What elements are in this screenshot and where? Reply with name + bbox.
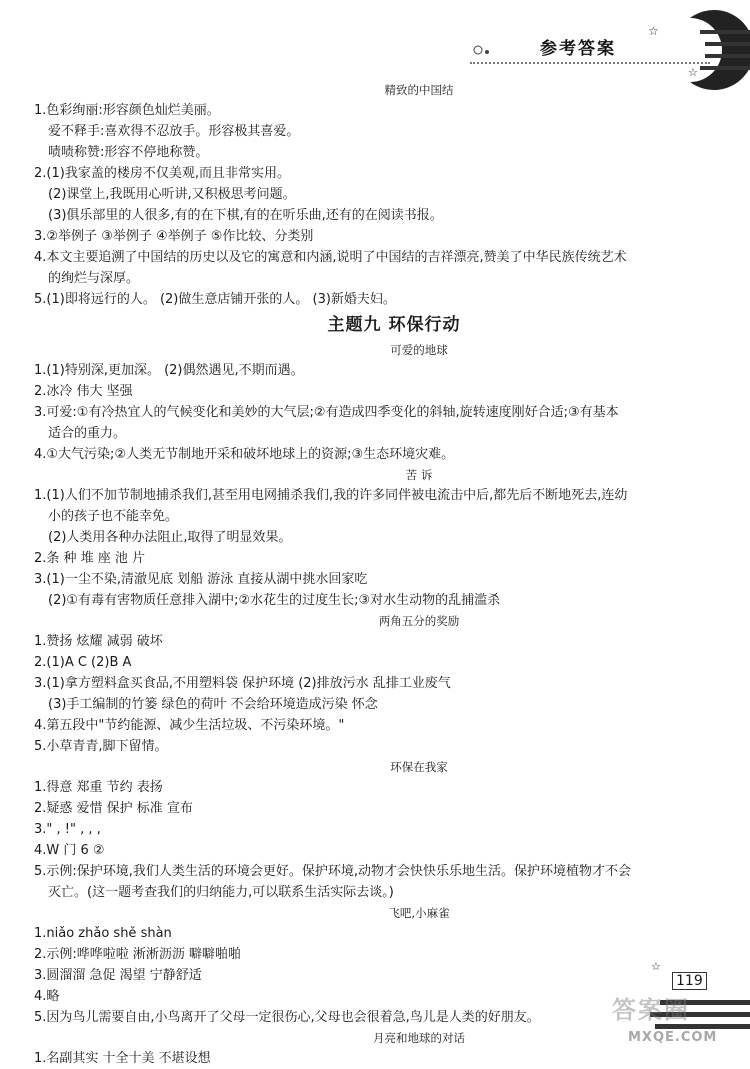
answer-line: 啧啧称赞:形容不停地称赞。 bbox=[48, 145, 209, 160]
answer-line: 4.略 bbox=[34, 989, 60, 1004]
chapter-title: 主题九 环保行动 bbox=[327, 315, 461, 335]
header-dot-icon bbox=[485, 50, 489, 54]
answer-line: 4.W 门 6 ② bbox=[34, 843, 105, 858]
section-title: 飞吧,小麻雀 bbox=[388, 906, 450, 920]
watermark-logo: 答案圈 bbox=[612, 996, 690, 1024]
page-header bbox=[0, 0, 750, 90]
answer-line: (3)手工编制的竹篓 绿色的荷叶 不会给环境造成污染 怀念 bbox=[48, 697, 378, 712]
star-icon: ☆ bbox=[648, 24, 659, 38]
answer-line: (2)课堂上,我既用心听讲,又积极思考问题。 bbox=[48, 187, 296, 202]
answer-line: 1.赞扬 炫耀 减弱 破坏 bbox=[34, 634, 163, 649]
page-number: 119 bbox=[672, 972, 707, 990]
answer-line: 4.本文主要追溯了中国结的历史以及它的寓意和内涵,说明了中国结的吉祥漂亮,赞美了中华民族传统艺术 bbox=[34, 250, 627, 265]
star-icon: ☆ bbox=[651, 960, 661, 973]
answer-line: 4.第五段中"节约能源、减少生活垃圾、不污染环境。" bbox=[34, 718, 345, 733]
answer-line: 3.(1)拿方塑料盒买食品,不用塑料袋 保护环境 (2)排放污水 乱排工业废气 bbox=[34, 676, 451, 691]
header-decoration bbox=[0, 0, 750, 90]
header-dot-icon bbox=[474, 46, 482, 54]
answer-line: 2.示例:哗哗啦啦 淅淅沥沥 噼噼啪啪 bbox=[34, 947, 242, 962]
answer-line: (2)人类用各种办法阻止,取得了明显效果。 bbox=[48, 530, 292, 545]
section-title: 可爱的地球 bbox=[390, 343, 448, 357]
answer-line: 3.②举例子 ③举例子 ④举例子 ⑤作比较、分类别 bbox=[34, 229, 314, 244]
answer-line: 1.niǎo zhǎo shě shàn bbox=[34, 926, 172, 941]
answer-line: 3.(1)一尘不染,清澈见底 划船 游泳 直接从湖中挑水回家吃 bbox=[34, 572, 368, 587]
answer-line: 3." , !" , , , bbox=[34, 822, 101, 837]
answer-line: 5.(1)即将远行的人。 (2)做生意店铺开张的人。 (3)新婚夫妇。 bbox=[34, 292, 396, 307]
answer-line: 1.名副其实 十全十美 不堪设想 bbox=[34, 1051, 211, 1066]
answer-line: 2.冰冷 伟大 坚强 bbox=[34, 384, 133, 399]
section-title: 月亮和地球的对话 bbox=[373, 1031, 465, 1045]
answer-line: 1.得意 郑重 节约 表扬 bbox=[34, 780, 163, 795]
answer-line: 2.(1)A C (2)B A bbox=[34, 655, 132, 670]
answer-line: 爱不释手:喜欢得不忍放手。形容极其喜爱。 bbox=[48, 124, 300, 139]
answer-line: 的绚烂与深厚。 bbox=[48, 271, 140, 286]
answer-line: 灭亡。(这一题考查我们的归纳能力,可以联系生活实际去谈。) bbox=[48, 885, 394, 900]
answer-line: (2)①有毒有害物质任意排入湖中;②水花生的过度生长;③对水生动物的乱捕滥杀 bbox=[48, 593, 501, 608]
section-title: 环保在我家 bbox=[390, 760, 448, 774]
answer-line: 3.可爱:①有冷热宜人的气候变化和美妙的大气层;②有造成四季变化的斜轴,旋转速度刚好合适;③有基本 bbox=[34, 405, 619, 420]
answer-line: 4.①大气污染;②人类无节制地开采和破坏地球上的资源;③生态环境灾难。 bbox=[34, 447, 455, 462]
answer-line: 5.示例:保护环境,我们人类生活的环境会更好。保护环境,动物才会快快乐乐地生活。保护环境植物才不会 bbox=[34, 864, 632, 879]
answer-line: 2.(1)我家盖的楼房不仅美观,而且非常实用。 bbox=[34, 166, 290, 181]
answer-line: 适合的重力。 bbox=[48, 426, 127, 441]
answer-line: 5.因为鸟儿需要自由,小鸟离开了父母一定很伤心,父母也会很着急,鸟儿是人类的好朋友。 bbox=[34, 1010, 540, 1025]
crescent-moon-icon bbox=[690, 10, 750, 90]
answer-line: 5.小草青青,脚下留情。 bbox=[34, 739, 168, 754]
answer-line: 1.(1)特别深,更加深。 (2)偶然遇见,不期而遇。 bbox=[34, 363, 304, 378]
answer-line: 1.色彩绚丽:形容颜色灿烂美丽。 bbox=[34, 103, 220, 118]
section-title: 精致的中国结 bbox=[384, 83, 454, 97]
watermark-url: MXQE.COM bbox=[628, 1030, 718, 1045]
header-divider bbox=[470, 62, 710, 64]
header-title: 参考答案 bbox=[540, 39, 616, 59]
answer-line: 小的孩子也不能幸免。 bbox=[48, 509, 179, 524]
star-icon: ☆ bbox=[688, 66, 698, 79]
answer-line: 2.疑惑 爱惜 保护 标准 宣布 bbox=[34, 801, 193, 816]
answer-line: 3.圆溜溜 急促 渴望 宁静舒适 bbox=[34, 968, 202, 983]
section-title: 苦 诉 bbox=[405, 468, 433, 482]
answer-line: (3)俱乐部里的人很多,有的在下棋,有的在听乐曲,还有的在阅读书报。 bbox=[48, 208, 443, 223]
answer-line: 1.(1)人们不加节制地捕杀我们,甚至用电网捕杀我们,我的许多同伴被电流击中后,都先后不断地死去,连幼 bbox=[34, 488, 628, 503]
answer-content bbox=[34, 80, 694, 1069]
section-title: 两角五分的奖励 bbox=[378, 614, 460, 628]
answer-line: 2.条 种 堆 座 池 片 bbox=[34, 551, 146, 566]
